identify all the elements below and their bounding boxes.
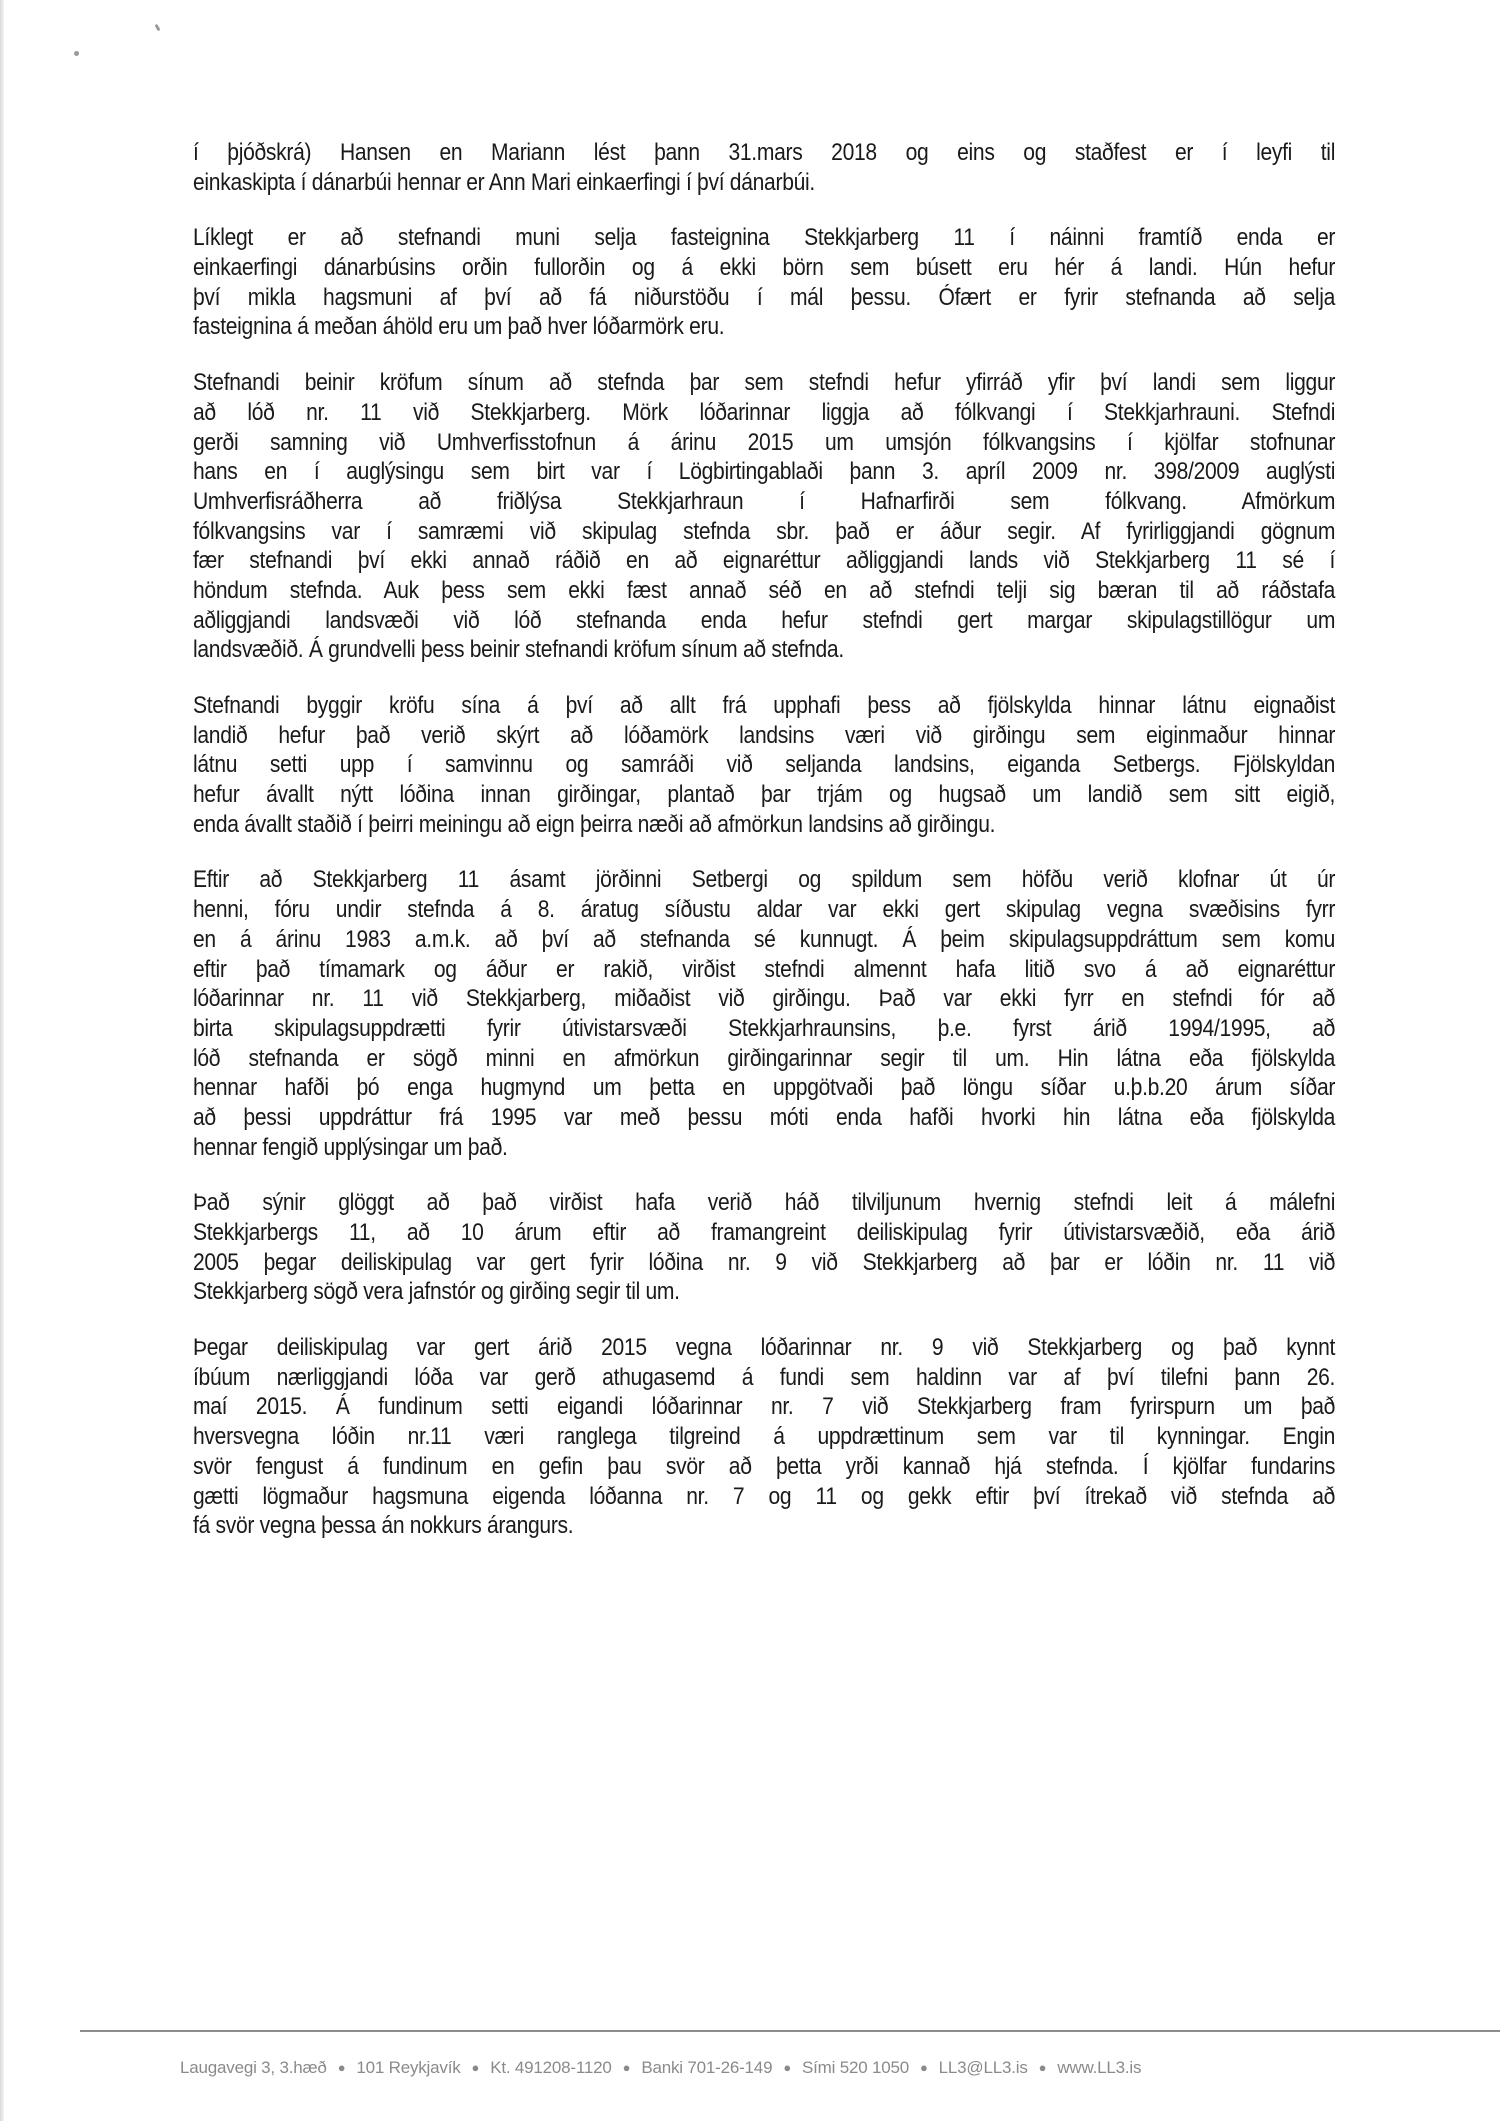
- paragraph: [193, 1333, 1338, 1541]
- paragraph-line: henni, fóru undir stefnda á 8. áratug síðustu aldar var ekki gert skipulag vegna svæðisins fyrr: [193, 896, 1336, 924]
- paragraph-line: eftir það tímamark og áður er rakið, virðist stefndi almennt hafa litið svo á að eignaréttur: [193, 955, 1336, 983]
- paragraph-line: hans en í auglýsingu sem birt var í Lögbirtingablaði þann 3. apríl 2009 nr. 398/2009 auglýsti: [193, 458, 1336, 486]
- paragraph: [193, 691, 1338, 839]
- paragraph-line: gerði samning við Umhverfisstofnun á árinu 2015 um umsjón fólkvangsins í kjölfar stofnunar: [193, 428, 1336, 456]
- paragraph-line: Það sýnir glöggt að það virðist hafa verið háð tilviljunum hvernig stefndi leit á málefni: [193, 1189, 1336, 1217]
- paragraph-line: Umhverfisráðherra að friðlýsa Stekkjarhraun í Hafnarfirði sem fólkvang. Afmörkum: [193, 487, 1336, 515]
- paragraph-line: einkaerfingi dánarbúsins orðin fullorðin og á ekki börn sem búsett eru hér á landi. Hún hefur: [193, 254, 1336, 282]
- paragraph-line: svör fengust á fundinum en gefin þau svör að þetta yrði kannað hjá stefnda. Í kjölfar fundarins: [193, 1452, 1336, 1480]
- paragraph-line: látnu setti upp í samvinnu og samráði við seljanda landsins, eiganda Setbergs. Fjölskyldan: [193, 751, 1336, 779]
- paragraph-line: en á árinu 1983 a.m.k. að því að stefnanda sé kunnugt. Á þeim skipulagsuppdráttum sem komu: [193, 925, 1336, 953]
- paragraph-line: fólkvangsins var í samræmi við skipulag stefnda sbr. það er áður segir. Af fyrirliggjandi gögnum: [193, 517, 1336, 545]
- paragraph-line: höndum stefnda. Auk þess sem ekki fæst annað séð en að stefndi telji sig bæran til að ráðstafa: [193, 576, 1336, 604]
- paragraph-line: að lóð nr. 11 við Stekkjarberg. Mörk lóðarinnar liggja að fólkvangi í Stekkjarhrauni. Stefndi: [193, 398, 1336, 426]
- bullet-separator-icon: ●: [1038, 2060, 1047, 2075]
- paragraph-line: Stekkjarbergs 11, að 10 árum eftir að framangreint deiliskipulag fyrir útivistarsvæðið, eða árið: [193, 1219, 1336, 1246]
- paragraph: [193, 138, 1338, 197]
- footer-item: Banki 701-26-149: [641, 2058, 773, 2077]
- paragraph-line: Líklegt er að stefnandi muni selja fasteignina Stekkjarberg 11 í náinni framtíð enda er: [193, 224, 1336, 252]
- paragraph-line: enda ávallt staðið í þeirri meiningu að eign þeirra næði að afmörkun landsins að girðingu.: [193, 810, 996, 838]
- paragraph-line: fasteignina á meðan áhöld eru um það hver lóðarmörk eru.: [193, 313, 725, 341]
- paragraph-line: því mikla hagsmuni af því að fá niðurstöðu í mál þessu. Ófært er fyrir stefnanda að selja: [193, 283, 1336, 311]
- paragraph-line: fær stefnandi því ekki annað ráðið en að eignaréttur aðliggjandi lands við Stekkjarberg 11 sé í: [193, 547, 1336, 575]
- bullet-separator-icon: ●: [622, 2060, 631, 2075]
- scan-edge: [0, 0, 4, 2121]
- paragraph: [193, 368, 1338, 665]
- paragraph-line: hefur ávallt nýtt lóðina innan girðingar, plantað þar trjám og hugsað um landið sem sitt eigið,: [193, 781, 1336, 809]
- paragraph-line: Stefnandi beinir kröfum sínum að stefnda þar sem stefndi hefur yfirráð yfir því landi sem liggur: [193, 369, 1336, 397]
- paragraph-line: Stekkjarberg sögð vera jafnstór og girðing segir til um.: [193, 1278, 680, 1306]
- paragraph-line: einkaskipta í dánarbúi hennar er Ann Mari einkaerfingi í því dánarbúi.: [193, 168, 815, 196]
- paragraph-line: Eftir að Stekkjarberg 11 ásamt jörðinni Setbergi og spildum sem höfðu verið klofnar út úr: [193, 866, 1336, 894]
- paragraph-line: hennar fengið upplýsingar um það.: [193, 1133, 508, 1161]
- paragraph-line: birta skipulagsuppdrætti fyrir útivistarsvæði Stekkjarhraunsins, þ.e. fyrst árið 1994/1995, að: [193, 1014, 1336, 1042]
- scan-speck: [74, 51, 79, 56]
- bullet-separator-icon: ●: [920, 2060, 928, 2075]
- paragraph-line: hversvegna lóðin nr.11 væri ranglega tilgreind á uppdrættinum sem var til kynningar. Engin: [193, 1423, 1336, 1451]
- paragraph-line: aðliggjandi landsvæði við lóð stefnanda enda hefur stefndi gert margar skipulagstillögur um: [193, 606, 1336, 634]
- paragraph-line: 2005 þegar deiliskipulag var gert fyrir lóðina nr. 9 við Stekkjarberg að þar er lóðin nr. 11 við: [193, 1248, 1336, 1276]
- footer-item: Sími 520 1050: [801, 2058, 910, 2077]
- paragraph-line: íbúum nærliggjandi lóða var gerð athugasemd á fundi sem haldinn var af því tilefni þann 26.: [193, 1363, 1336, 1391]
- paragraph-line: landið hefur það verið skýrt að lóðamörk landsins væri við girðingu sem eiginmaður hinnar: [193, 721, 1336, 749]
- paragraph-line: Þegar deiliskipulag var gert árið 2015 vegna lóðarinnar nr. 9 við Stekkjarberg og það kynnt: [193, 1334, 1336, 1362]
- footer-item: 101 Reykjavík: [356, 2058, 461, 2077]
- footer-website-link[interactable]: www.LL3.is: [1057, 2058, 1142, 2077]
- paragraph-line: lóð stefnanda er sögð minni en afmörkun girðingarinnar segir til um. Hin látna eða fjölskylda: [193, 1044, 1336, 1072]
- bullet-separator-icon: ●: [471, 2060, 480, 2075]
- paragraph-line: að þessi uppdráttur frá 1995 var með þessu móti enda hafði hvorki hin látna eða fjölskylda: [193, 1103, 1336, 1131]
- footer-divider: [80, 2030, 1500, 2032]
- footer-email-link[interactable]: LL3@LL3.is: [938, 2058, 1028, 2077]
- paragraph: [193, 1188, 1338, 1307]
- paragraph-line: maí 2015. Á fundinum setti eigandi lóðarinnar nr. 7 við Stekkjarberg fram fyrirspurn um það: [193, 1393, 1336, 1421]
- footer-item: Kt. 491208-1120: [490, 2058, 612, 2077]
- document-body: [193, 138, 1338, 1567]
- paragraph-line: Stefnandi byggir kröfu sína á því að allt frá upphafi þess að fjölskylda hinnar látnu eignaðist: [193, 692, 1336, 719]
- footer-item: Laugavegi 3, 3.hæð: [180, 2058, 327, 2077]
- paragraph-line: landsvæðið. Á grundvelli þess beinir stefnandi kröfum sínum að stefnda.: [193, 636, 844, 664]
- paragraph: [193, 865, 1338, 1162]
- paragraph-line: hennar hafði þó enga hugmynd um þetta en uppgötvaði það löngu síðar u.þ.b.20 árum síðar: [193, 1074, 1336, 1102]
- paragraph-line: gætti lögmaður hagsmuna eigenda lóðanna nr. 7 og 11 og gekk eftir því ítrekað við stefnda að: [193, 1482, 1336, 1510]
- scan-speck: [154, 24, 160, 32]
- bullet-separator-icon: ●: [783, 2060, 791, 2075]
- paragraph: [193, 223, 1338, 342]
- letterhead-footer: [180, 2058, 1330, 2078]
- paragraph-line: í þjóðskrá) Hansen en Mariann lést þann 31.mars 2018 og eins og staðfest er í leyfi til: [193, 139, 1336, 166]
- paragraph-line: fá svör vegna þessa án nokkurs árangurs.: [193, 1512, 574, 1540]
- bullet-separator-icon: ●: [337, 2060, 346, 2075]
- paragraph-line: lóðarinnar nr. 11 við Stekkjarberg, miðaðist við girðingu. Það var ekki fyrr en stefndi fór að: [193, 985, 1336, 1013]
